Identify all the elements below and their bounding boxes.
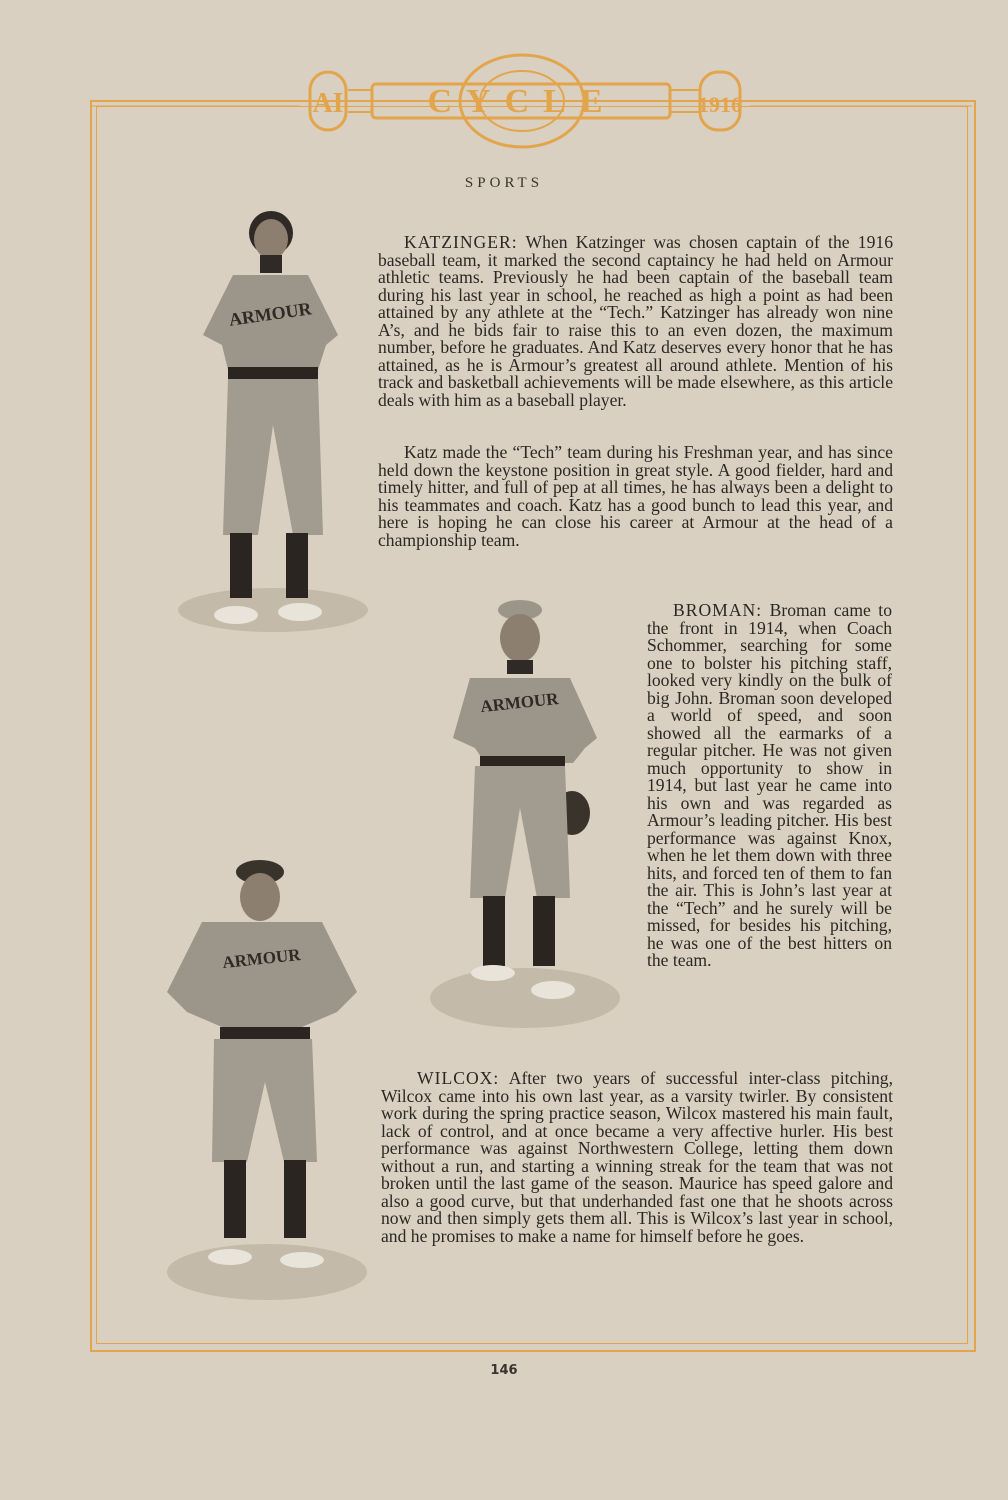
logo-left-text: AI (312, 88, 344, 119)
jersey-lettering: ARMOUR (221, 944, 302, 973)
section-title: SPORTS (464, 175, 544, 191)
broman-name: BROMAN: (673, 600, 763, 620)
wilcox-name: WILCOX: (417, 1068, 500, 1088)
wilcox-paragraph (381, 1070, 893, 1245)
page-number: 146 (490, 1363, 518, 1378)
broman-paragraph (647, 602, 892, 970)
wilcox-photo (162, 852, 372, 1307)
katzinger-text: When Katzinger was chosen captain of the 1916 baseball team, it marked the second captaincy he had held on Armour athletic teams. Previously he had been captain of the baseball team during his last year in school, he reached as high a point as had been attained by any athlete at the “Tech.” Katzinger has already won nine A’s, and he bids fair to raise this to an even dozen, the maximum number, before he graduates. And Katz deserves every honor that he has attained, as he is Armour’s greatest all around athlete. Mention of his track and basketball achievements will be made elsewhere, as this article deals with him as a baseball player. (378, 232, 893, 410)
logo-word: CYCLE (427, 83, 617, 120)
katzinger-name: KATZINGER: (404, 232, 518, 252)
jersey-lettering: ARMOUR (227, 298, 313, 330)
katzinger-paragraph (378, 234, 893, 409)
katzinger-paragraph-2: Katz made the “Tech” team during his Freshman year, and has since held down the keystone position in great style. A good fielder, hard and timely hitter, and full of pep at all times, he has always been a delight to his teammates and coach. Katz has a good bunch to lead this year, and here is hoping he can close his career at Armour at the head of a championship team. (378, 442, 893, 550)
katzinger-photo (178, 195, 368, 635)
broman-photo (425, 598, 625, 1038)
cycle-header-logo (0, 40, 1008, 150)
logo-right-text: 1916 (698, 92, 742, 117)
wilcox-text: After two years of successful inter-class pitching, Wilcox came into his own last year, as a varsity twirler. By consistent work during the spring practice season, Wilcox mastered his main fault, lack of control, and at once became a very affective hurler. His best performance was against Northwestern College, letting them down without a run, and starting a winning streak for the team that was not broken until the last game of the season. Maurice has speed galore and also a good curve, but that underhanded fast one that he shoots across now and then simply gets them all. This is Wilcox’s last year in school, and he promises to make a name for himself before he goes. (381, 1068, 893, 1246)
broman-text: Broman came to the front in 1914, when Coach Schommer, searching for some one to bolster his pitching staff, looked very kindly on the bulk of big John. Broman soon developed a world of speed, and soon showed all the earmarks of a regular pitcher. He was not given much opportunity to show in 1914, but last year he came into his own and was regarded as Armour’s leading pitcher. His best performance was against Knox, when he let them down with three hits, and forced ten of them to fan the air. This is John’s last year at the “Tech” and he surely will be missed, for besides his pitching, he was one of the best hitters on the team. (647, 600, 892, 970)
jersey-lettering: ARMOUR (479, 688, 560, 717)
